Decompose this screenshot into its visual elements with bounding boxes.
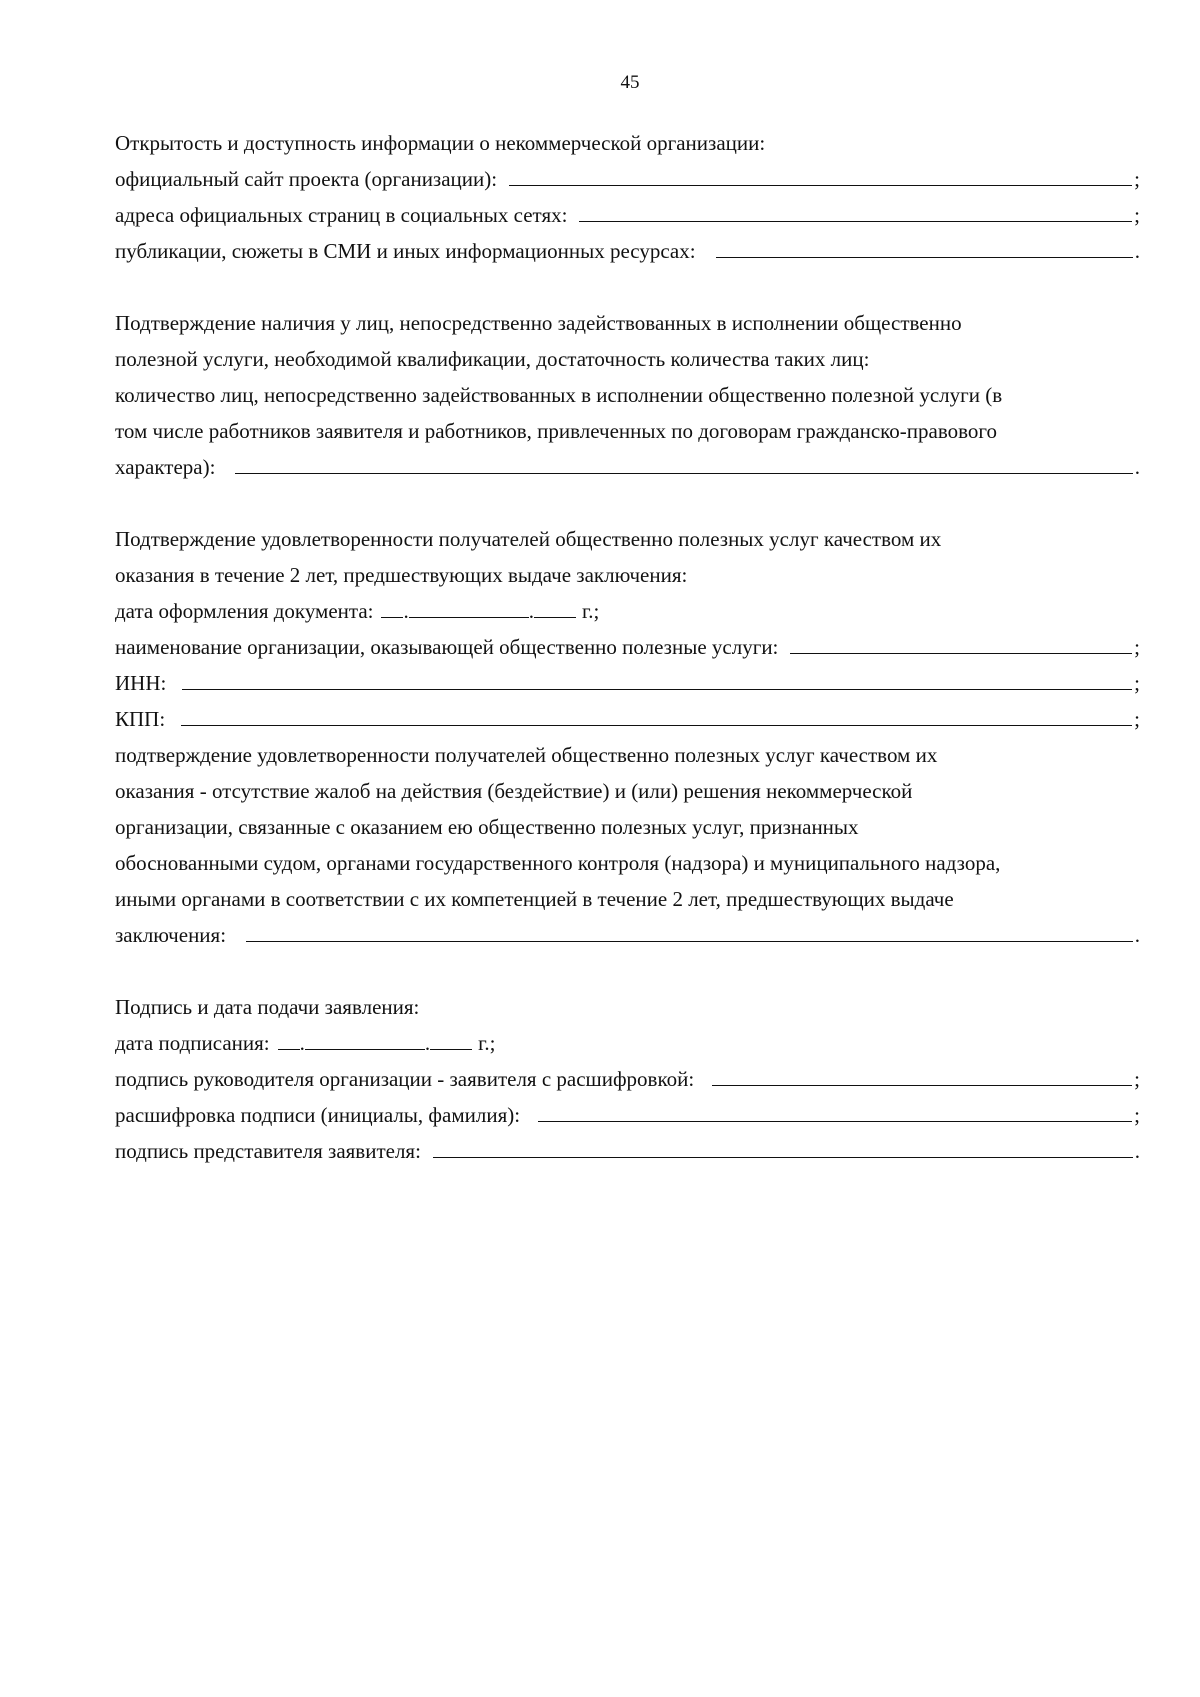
staff-count-field-line bbox=[115, 449, 1140, 485]
signature-heading: Подпись и дата подачи заявления: bbox=[115, 995, 420, 1019]
doc-date-dot-2: . bbox=[528, 599, 534, 623]
decode-label: расшифровка подписи (инициалы, фамилия): bbox=[115, 1103, 521, 1127]
media-field-line bbox=[115, 233, 1140, 269]
openness-heading-line bbox=[115, 125, 1140, 161]
doc-date-year-suffix: г.; bbox=[581, 599, 600, 623]
confirm-line-3 bbox=[115, 809, 1140, 845]
rep-sign-label: подпись представителя заявителя: bbox=[115, 1139, 421, 1163]
sign-date-year-suffix: г.; bbox=[478, 1031, 496, 1055]
site-field-line bbox=[115, 161, 1140, 197]
org-name-field-line bbox=[115, 629, 1140, 665]
confirm-line-2 bbox=[115, 773, 1140, 809]
decode-semicolon: ; bbox=[1134, 1103, 1140, 1127]
confirm-text-5: иными органами в соответствии с их компетенцией в течение 2 лет, предшествующих выдаче bbox=[115, 887, 954, 911]
doc-date-month-blank[interactable] bbox=[409, 593, 529, 618]
conclusion-label: заключения: bbox=[115, 923, 227, 947]
org-name-semicolon: ; bbox=[1134, 635, 1140, 659]
social-label: адреса официальных страниц в социальных сетях: bbox=[115, 203, 568, 227]
kpp-input-blank[interactable] bbox=[181, 701, 1132, 726]
staff-line-4 bbox=[115, 413, 1140, 449]
sign-date-day-blank[interactable] bbox=[278, 1025, 300, 1050]
sign-date-dot-1: . bbox=[299, 1031, 305, 1055]
satisfaction-text-1: Подтверждение удовлетворенности получателей общественно полезных услуг качеством их bbox=[115, 527, 942, 551]
conclusion-period: . bbox=[1134, 923, 1140, 947]
confirm-line-4 bbox=[115, 845, 1140, 881]
doc-date-day-blank[interactable] bbox=[381, 593, 403, 618]
staff-line-3 bbox=[115, 377, 1140, 413]
inn-field-line bbox=[115, 665, 1140, 701]
confirm-line-1 bbox=[115, 737, 1140, 773]
confirm-text-2: оказания - отсутствие жалоб на действия (бездействие) и (или) решения некоммерческой bbox=[115, 779, 913, 803]
kpp-label: КПП: bbox=[115, 707, 166, 731]
doc-date-field-line bbox=[115, 593, 1140, 629]
sign-date-label: дата подписания: bbox=[115, 1031, 270, 1055]
spacer bbox=[115, 953, 1140, 989]
confirm-line-5 bbox=[115, 881, 1140, 917]
site-input-blank[interactable] bbox=[509, 161, 1132, 186]
social-input-blank[interactable] bbox=[579, 197, 1132, 222]
head-sign-label: подпись руководителя организации - заявителя с расшифровкой: bbox=[115, 1067, 695, 1091]
sign-date-month-blank[interactable] bbox=[305, 1025, 425, 1050]
conclusion-input-blank[interactable] bbox=[246, 917, 1133, 942]
doc-date-year-blank[interactable] bbox=[534, 593, 576, 618]
sign-date-year-blank[interactable] bbox=[430, 1025, 472, 1050]
staff-count-label: характера): bbox=[115, 455, 216, 479]
site-semicolon: ; bbox=[1134, 167, 1140, 191]
social-semicolon: ; bbox=[1134, 203, 1140, 227]
inn-input-blank[interactable] bbox=[182, 665, 1132, 690]
media-input-blank[interactable] bbox=[716, 233, 1133, 258]
head-sign-input-blank[interactable] bbox=[712, 1061, 1132, 1086]
signature-heading-line bbox=[115, 989, 1140, 1025]
rep-sign-input-blank[interactable] bbox=[433, 1133, 1133, 1158]
staff-line-1 bbox=[115, 305, 1140, 341]
form-body bbox=[115, 125, 1140, 1169]
sign-date-field-line bbox=[115, 1025, 1140, 1061]
rep-sign-field-line bbox=[115, 1133, 1140, 1169]
satisfaction-line-2 bbox=[115, 557, 1140, 593]
kpp-semicolon: ; bbox=[1134, 707, 1140, 731]
confirm-text-4: обоснованными судом, органами государственного контроля (надзора) и муниципального надзора, bbox=[115, 851, 1001, 875]
staff-count-period: . bbox=[1134, 455, 1140, 479]
spacer bbox=[115, 269, 1140, 305]
staff-text-1: Подтверждение наличия у лиц, непосредственно задействованных в исполнении общественно bbox=[115, 311, 962, 335]
page-number: 45 bbox=[620, 72, 640, 93]
satisfaction-line-1 bbox=[115, 521, 1140, 557]
org-name-input-blank[interactable] bbox=[790, 629, 1132, 654]
inn-semicolon: ; bbox=[1134, 671, 1140, 695]
doc-date-dot-1: . bbox=[403, 599, 409, 623]
rep-sign-period: . bbox=[1134, 1139, 1140, 1163]
decode-field-line bbox=[115, 1097, 1140, 1133]
head-sign-semicolon: ; bbox=[1134, 1067, 1140, 1091]
satisfaction-text-2: оказания в течение 2 лет, предшествующих выдаче заключения: bbox=[115, 563, 688, 587]
org-name-label: наименование организации, оказывающей общественно полезные услуги: bbox=[115, 635, 779, 659]
doc-date-label: дата оформления документа: bbox=[115, 599, 374, 623]
kpp-field-line bbox=[115, 701, 1140, 737]
confirm-text-1: подтверждение удовлетворенности получателей общественно полезных услуг качеством их bbox=[115, 743, 938, 767]
decode-input-blank[interactable] bbox=[538, 1097, 1132, 1122]
social-field-line bbox=[115, 197, 1140, 233]
sign-date-dot-2: . bbox=[424, 1031, 431, 1055]
staff-text-3: количество лиц, непосредственно задействованных в исполнении общественно полезной услуги (в bbox=[115, 383, 1003, 407]
site-label: официальный сайт проекта (организации): bbox=[115, 167, 498, 191]
staff-count-input-blank[interactable] bbox=[235, 449, 1132, 474]
media-period: . bbox=[1134, 239, 1140, 263]
spacer bbox=[115, 485, 1140, 521]
media-label: публикации, сюжеты в СМИ и иных информационных ресурсах: bbox=[115, 239, 696, 263]
staff-text-2: полезной услуги, необходимой квалификации, достаточность количества таких лиц: bbox=[115, 347, 870, 371]
inn-label: ИНН: bbox=[115, 671, 167, 695]
staff-text-4: том числе работников заявителя и работников, привлеченных по договорам гражданско-правового bbox=[115, 419, 997, 443]
confirm-text-3: организации, связанные с оказанием ею общественно полезных услуг, признанных bbox=[115, 815, 859, 839]
conclusion-field-line bbox=[115, 917, 1140, 953]
staff-line-2 bbox=[115, 341, 1140, 377]
head-sign-field-line bbox=[115, 1061, 1140, 1097]
openness-heading: Открытость и доступность информации о некоммерческой организации: bbox=[115, 131, 766, 155]
